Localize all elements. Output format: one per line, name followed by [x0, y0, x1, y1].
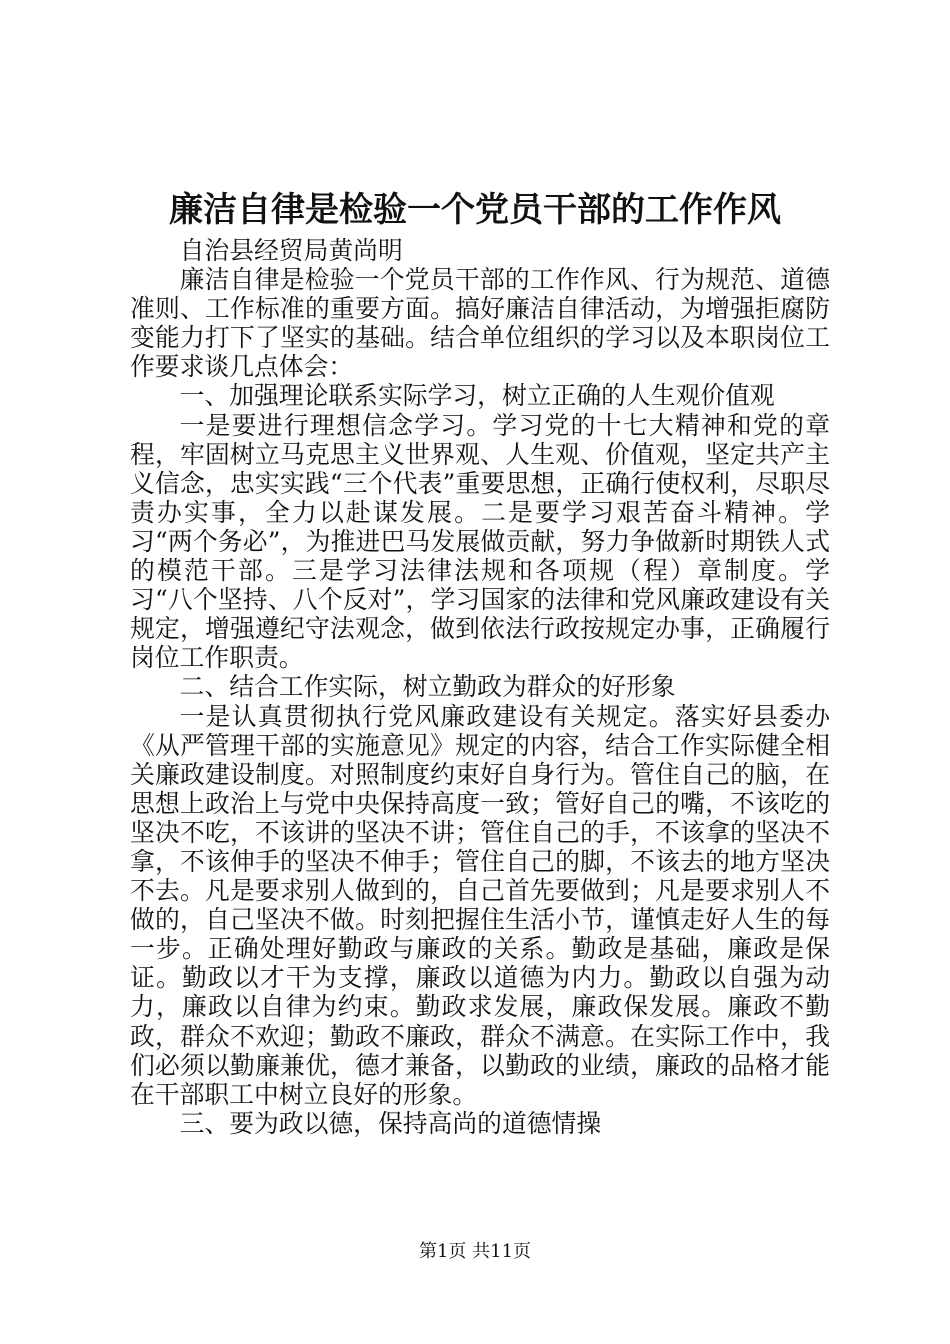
paragraph-intro: 廉洁自律是检验一个党员干部的工作作风、行为规范、道德准则、工作标准的重要方面。搞好廉洁自律活动，为增强拒腐防变能力打下了坚实的基础。结合单位组织的学习以及本职岗位工作要求谈几点体会：: [130, 265, 830, 382]
section-heading-1: 一、加强理论联系实际学习，树立正确的人生观价值观: [179, 381, 775, 411]
page-number: 第1页 共11页: [418, 1241, 532, 1262]
section-heading-2: 二、结合工作实际，树立勤政为群众的好形象: [179, 672, 676, 702]
page-title: 廉洁自律是检验一个党员干部的工作作风: [169, 190, 781, 230]
document-body: [130, 236, 830, 1138]
section-heading-3: 三、要为政以德，保持高尚的道德情操: [179, 1108, 602, 1138]
author-line: 自治县经贸局黄尚明: [179, 236, 403, 265]
paragraph-section-2: 一是认真贯彻执行党风廉政建设有关规定。落实好县委办《从严管理干部的实施意见》规定的内容，结合工作实际健全相关廉政建设制度。对照制度约束好自身行为。管住自己的脑，在思想上政治上与党中央保持高度一致；管好自己的嘴，不该吃的坚决不吃，不该讲的坚决不讲；管住自己的手，不该拿的坚决不拿，不该伸手的坚决不伸手；管住自己的脚，不该去的地方坚决不去。凡是要求别人做到的，自己首先要做到；凡是要求别人不做的，自己坚决不做。时刻把握住生活小节，谨慎走好人生的每一步。正确处理好勤政与廉政的关系。勤政是基础，廉政是保证。勤政以才干为支撑，廉政以道德为内力。勤政以自强为动力，廉政以自律为约束。勤政求发展，廉政保发展。廉政不勤政，群众不欢迎；勤政不廉政，群众不满意。在实际工作中，我们必须以勤廉兼优，德才兼备，以勤政的业绩，廉政的品格才能在干部职工中树立良好的形象。: [130, 701, 830, 1109]
paragraph-section-1: 一是要进行理想信念学习。学习党的十七大精神和党的章程，牢固树立马克思主义世界观、人生观、价值观，坚定共产主义信念，忠实实践“三个代表”重要思想，正确行使权利，尽职尽责办实事，全力以赴谋发展。二是要学习艰苦奋斗精神。学习“两个务必”，为推进巴马发展做贡献，努力争做新时期铁人式的模范干部。三是学习法律法规和各项规（程）章制度。学习“八个坚持、八个反对”，学习国家的法律和党风廉政建设有关规定，增强遵纪守法观念，做到依法行政按规定办事，正确履行岗位工作职责。: [130, 410, 830, 673]
